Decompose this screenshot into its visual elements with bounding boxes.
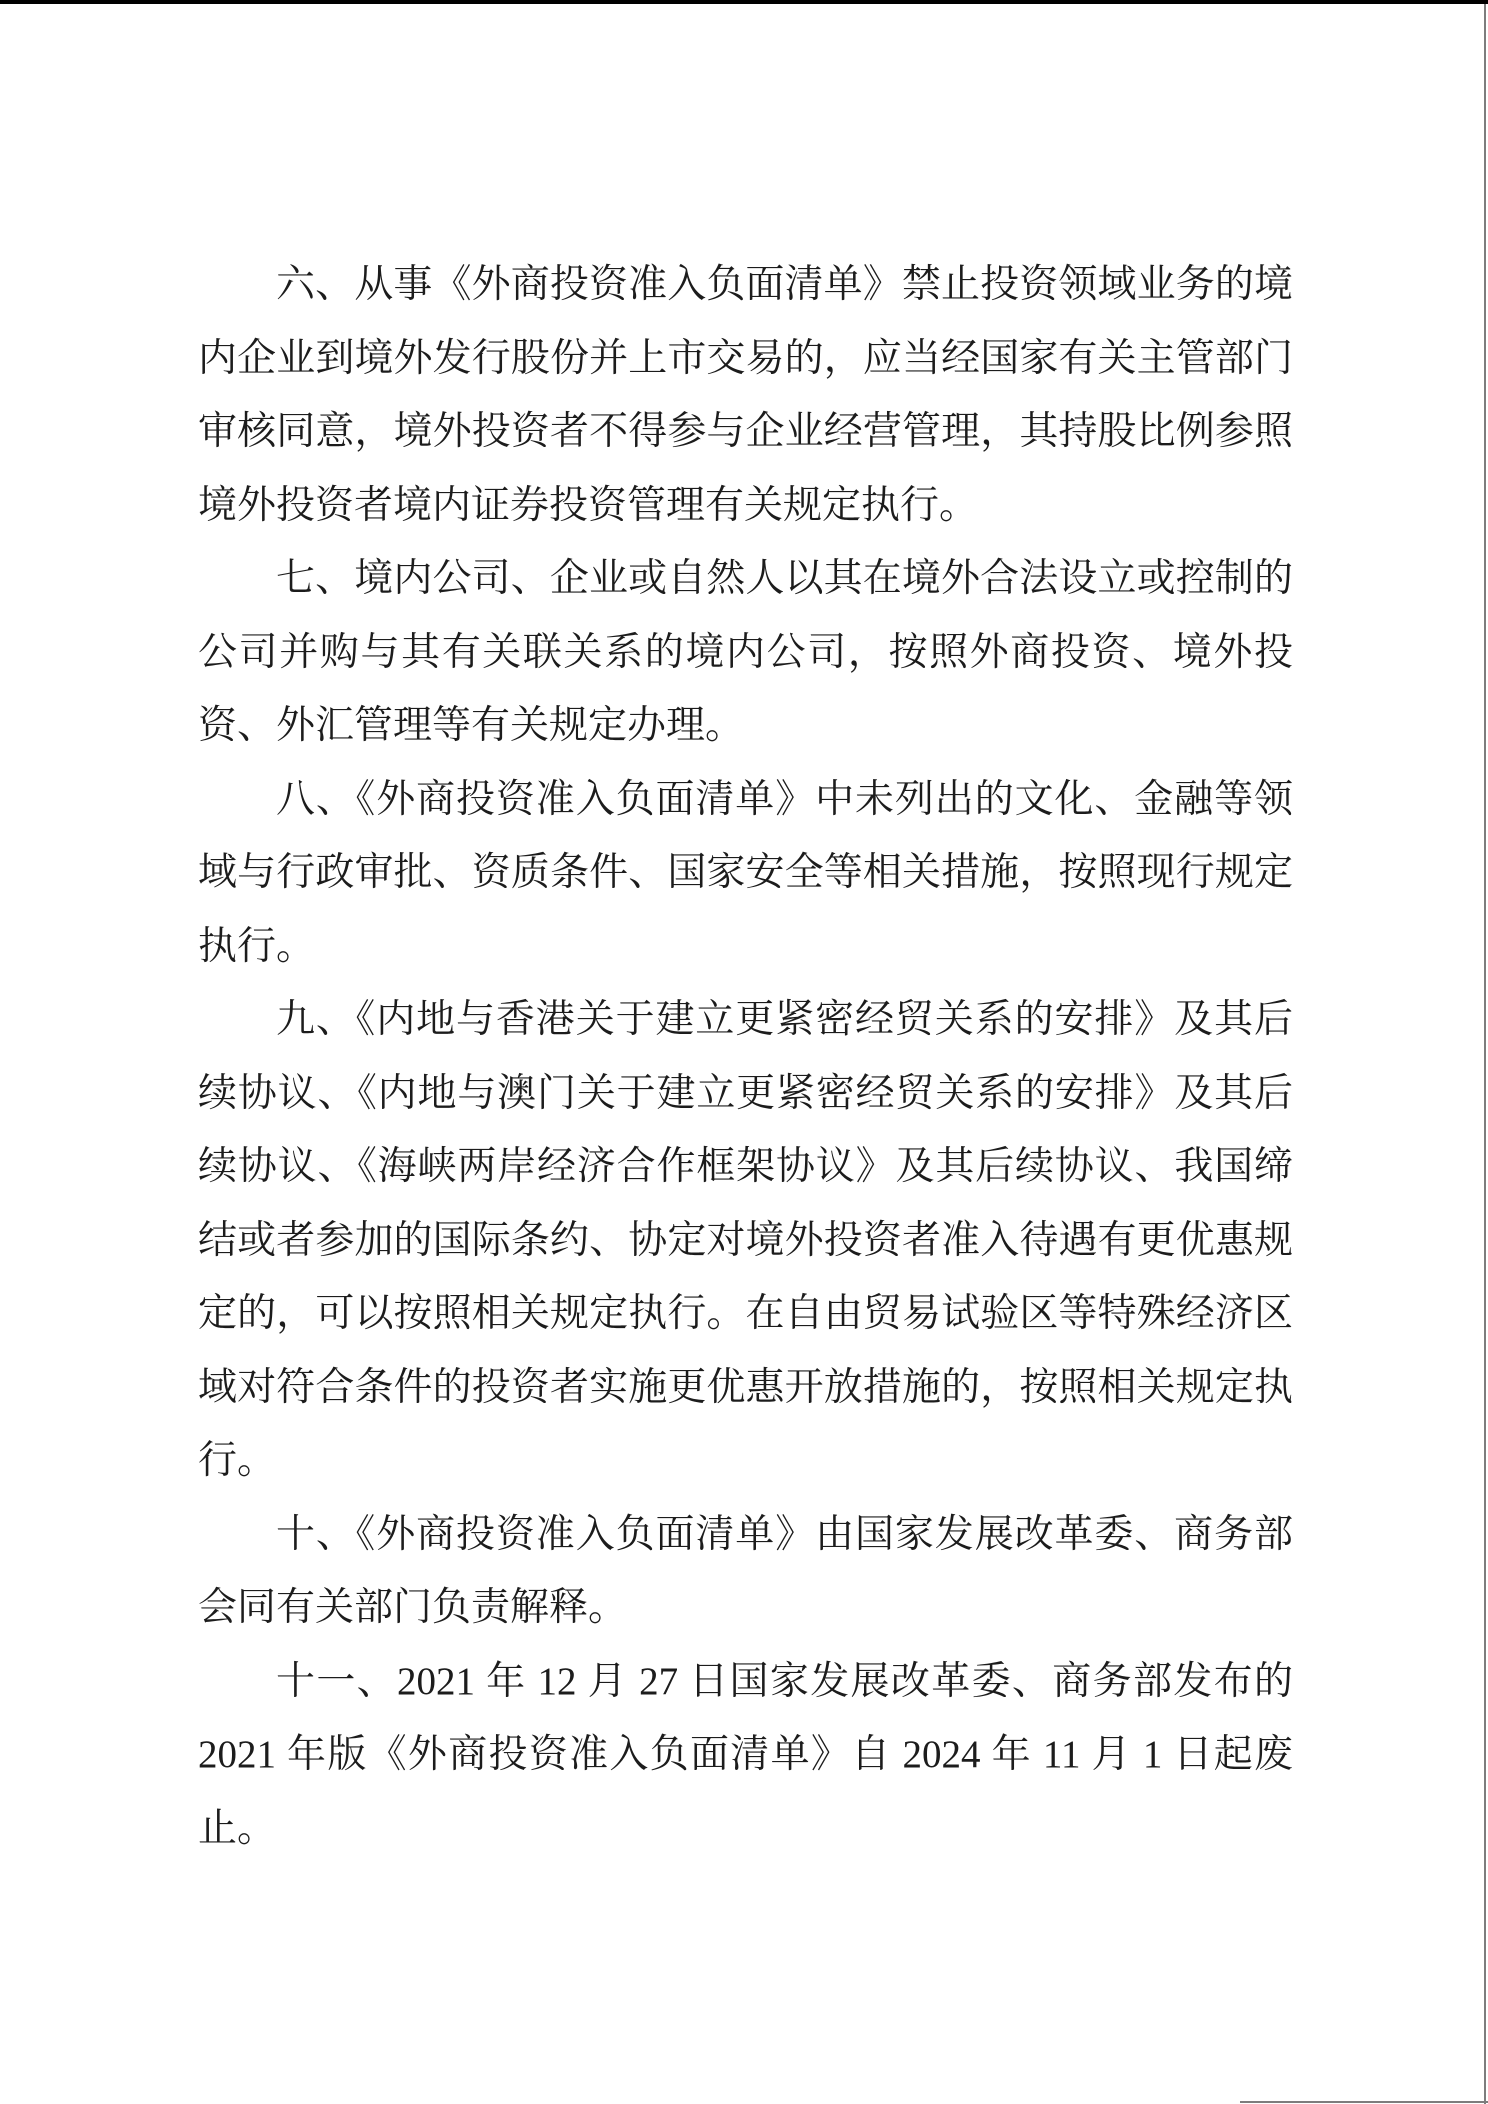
paragraph-item-11: 十一、2021 年 12 月 27 日国家发展改革委、商务部发布的 2021 年版《外商投资准入负面清单》自 2024 年 11 月 1 日起废止。 (198, 1659, 1293, 1850)
paragraph-item-8: 八、《外商投资准入负面清单》中未列出的文化、金融等领域与行政审批、资质条件、国家安全等相关措施，按照现行规定执行。 (198, 777, 1293, 968)
scan-edge-top (0, 0, 1488, 4)
paragraph-item-9: 九、《内地与香港关于建立更紧密经贸关系的安排》及其后续协议、《内地与澳门关于建立更紧密经贸关系的安排》及其后续协议、《海峡两岸经济合作框架协议》及其后续协议、我国缔结或者参加的国际条约、协定对境外投资者准入待遇有更优惠规定的，可以按照相关规定执行。在自由贸易试验区等特殊经济区域对符合条件的投资者实施更优惠开放措施的，按照相关规定执行。 (198, 998, 1293, 1482)
paragraph-item-7: 七、境内公司、企业或自然人以其在境外合法设立或控制的公司并购与其有关联关系的境内公司，按照外商投资、境外投资、外汇管理等有关规定办理。 (198, 557, 1293, 747)
paragraph-item-6: 六、从事《外商投资准入负面清单》禁止投资领域业务的境内企业到境外发行股份并上市交易的，应当经国家有关主管部门审核同意，境外投资者不得参与企业经营管理，其持股比例参照境外投资者境内证券投资管理有关规定执行。 (198, 263, 1293, 527)
paragraph-item-10: 十、《外商投资准入负面清单》由国家发展改革委、商务部会同有关部门负责解释。 (198, 1512, 1293, 1629)
scan-edge-right (1484, 4, 1486, 2104)
document-body (198, 248, 1293, 1865)
scan-edge-bottom (1240, 2101, 1488, 2103)
